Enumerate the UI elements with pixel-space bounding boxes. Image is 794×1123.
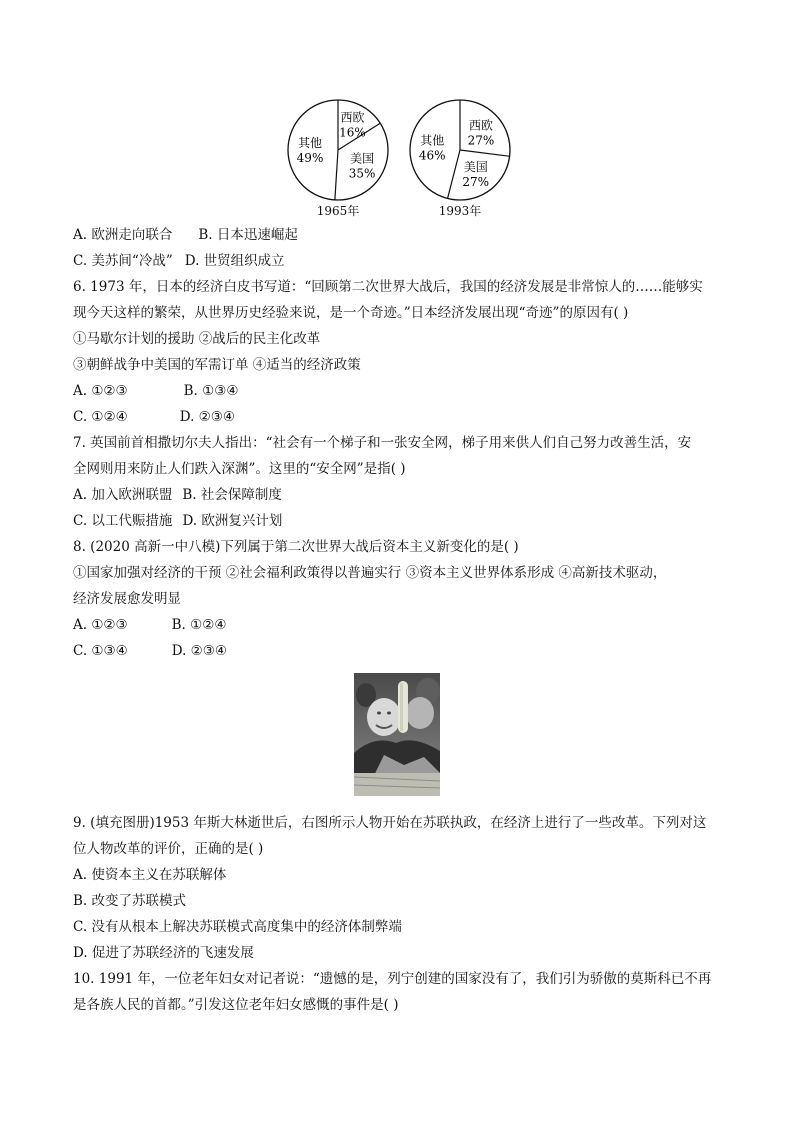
q9-option-d[interactable]: D. 促进了苏联经济的飞速发展 — [73, 945, 254, 961]
q7-stem-line1: 7. 英国前首相撒切尔夫人指出：“社会有一个梯子和一张安全网，梯子用来供人们自己努力改善生活，安 — [73, 435, 692, 451]
q7-option-d[interactable]: D. 欧洲复兴计划 — [182, 513, 283, 529]
q5-option-a[interactable]: A. 欧洲走向联合 — [73, 227, 173, 243]
q7-stem-line2: 全网则用来防止人们跌入深渊”。这里的“安全网”是指( ) — [73, 461, 406, 477]
q5-option-d[interactable]: D. 世贸组织成立 — [184, 253, 285, 269]
q6-stem-line1: 6. 1973 年，日本的经济白皮书写道：“回顾第二次世界大战后，我国的经济发展是非常惊人的……能够实 — [73, 279, 703, 295]
q5-options-row2 — [73, 252, 285, 270]
pie-caption-1993: 1993年 — [438, 204, 482, 218]
q6-options-row2 — [73, 408, 235, 426]
q6-option-b[interactable]: B. ①③④ — [183, 383, 239, 399]
q7-option-b[interactable]: B. 社会保障制度 — [182, 487, 282, 503]
q5-option-c[interactable]: C. 美苏间“冷战” — [73, 253, 173, 269]
pie-chart-1993-svg — [406, 98, 514, 202]
q5-option-b[interactable]: B. 日本迅速崛起 — [198, 227, 298, 243]
pie-caption-1965: 1965年 — [316, 204, 360, 218]
q8-option-a[interactable]: A. ①②③ — [73, 617, 128, 633]
q10-stem-line2: 是各族人民的首都。”引发这位老年妇女感慨的事件是( ) — [73, 997, 399, 1013]
pie-slice-value-1: 35% — [348, 166, 376, 181]
pie-slice-label-0: 西欧 — [468, 118, 494, 133]
pie-slice-value-2: 46% — [418, 148, 446, 163]
pie-slice-value-1: 27% — [462, 175, 490, 190]
q8-option-d[interactable]: D. ②③④ — [171, 643, 227, 659]
q5-options-row1 — [73, 226, 298, 244]
q6-option-c[interactable]: C. ①②④ — [73, 409, 128, 425]
pie-chart-1965-svg — [284, 98, 392, 202]
q9-stem-line1: 9. (填充图册)1953 年斯大林逝世后，右图所示人物开始在苏联执政，在经济上进行了一些改革。下列对这 — [73, 815, 707, 831]
q8-items-line1: ①国家加强对经济的干预 ②社会福利政策得以普遍实行 ③资本主义世界体系形成 ④高新技术驱动， — [73, 565, 667, 581]
q6-option-a[interactable]: A. ①②③ — [73, 383, 128, 399]
q8-option-b[interactable]: B. ①②④ — [171, 617, 227, 633]
pie-slice-label-1: 美国 — [463, 160, 488, 175]
q7-options-row2 — [73, 512, 282, 530]
pie-slice-label-2: 其他 — [420, 133, 445, 148]
q8-options-row1 — [73, 616, 226, 634]
q6-option-d[interactable]: D. ②③④ — [179, 409, 235, 425]
q9-option-a[interactable]: A. 使资本主义在苏联解体 — [73, 867, 227, 883]
q6-items-line2: ③朝鲜战争中美国的军需订单 ④适当的经济政策 — [73, 357, 361, 373]
q8-stem-line1: 8. (2020 高新一中八模)下列属于第二次世界大战后资本主义新变化的是( ) — [73, 539, 519, 555]
q7-options-row1 — [73, 486, 282, 504]
pie-slice-label-0: 西欧 — [340, 110, 365, 125]
q7-option-c[interactable]: C. 以工代赈措施 — [73, 513, 173, 529]
q6-items-line1: ①马歇尔计划的援助 ②战后的民主化改革 — [73, 331, 321, 347]
pie-chart-1993 — [406, 98, 514, 223]
pie-chart-figure — [284, 98, 514, 223]
pie-slice-label-1: 美国 — [350, 151, 375, 166]
q9-option-c[interactable]: C. 没有从根本上解决苏联模式高度集中的经济体制弊端 — [73, 919, 402, 935]
pie-chart-1965 — [284, 98, 392, 223]
pie-slice-value-0: 16% — [339, 125, 366, 140]
q8-option-c[interactable]: C. ①③④ — [73, 643, 128, 659]
q10-stem-line1: 10. 1991 年，一位老年妇女对记者说：“遗憾的是，列宁创建的国家没有了，我们引为骄傲的莫斯科已不再 — [73, 971, 712, 987]
pie-slice-value-2: 49% — [296, 151, 324, 166]
q6-stem-line2: 现今天这样的繁荣，从世界历史经验来说，是一个奇迹。”日本经济发展出现“奇迹”的原因有( ) — [73, 305, 629, 321]
q6-options-row1 — [73, 382, 238, 400]
q9-option-b[interactable]: B. 改变了苏联模式 — [73, 893, 187, 909]
q7-option-a[interactable]: A. 加入欧洲联盟 — [73, 487, 173, 503]
q8-items-line2: 经济发展愈发明显 — [73, 591, 181, 607]
q8-options-row2 — [73, 642, 227, 660]
historical-photo — [354, 673, 440, 796]
pie-slice-label-2: 其他 — [298, 136, 323, 151]
photo-illustration — [354, 673, 440, 796]
q9-stem-line2: 位人物改革的评价，正确的是( ) — [73, 841, 264, 857]
pie-slice-value-0: 27% — [467, 133, 495, 148]
